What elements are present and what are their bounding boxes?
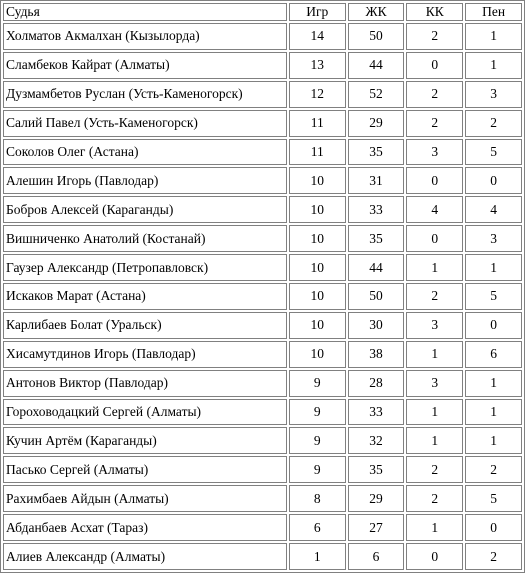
red-cards: 2 [406, 283, 463, 310]
penalties: 0 [465, 167, 522, 194]
penalties: 0 [465, 514, 522, 541]
table-row [3, 196, 522, 223]
red-cards: 2 [406, 81, 463, 108]
games-count: 10 [289, 254, 346, 281]
referee-name: Бобров Алексей (Караганды) [3, 196, 287, 223]
red-cards: 0 [406, 225, 463, 252]
games-count: 1 [289, 543, 346, 570]
red-cards: 2 [406, 110, 463, 137]
header-penalties: Пен [465, 3, 522, 21]
table-row [3, 254, 522, 281]
games-count: 10 [289, 196, 346, 223]
referee-name: Гороховодацкий Сергей (Алматы) [3, 399, 287, 426]
referee-name: Алиев Александр (Алматы) [3, 543, 287, 570]
yellow-cards: 35 [348, 139, 405, 166]
games-count: 9 [289, 399, 346, 426]
penalties: 5 [465, 139, 522, 166]
penalties: 2 [465, 110, 522, 137]
yellow-cards: 50 [348, 283, 405, 310]
yellow-cards: 29 [348, 485, 405, 512]
yellow-cards: 6 [348, 543, 405, 570]
penalties: 3 [465, 81, 522, 108]
games-count: 14 [289, 23, 346, 50]
games-count: 10 [289, 341, 346, 368]
header-yellow-cards: ЖК [348, 3, 405, 21]
penalties: 4 [465, 196, 522, 223]
games-count: 9 [289, 456, 346, 483]
penalties: 1 [465, 399, 522, 426]
penalties: 5 [465, 485, 522, 512]
yellow-cards: 33 [348, 196, 405, 223]
red-cards: 1 [406, 399, 463, 426]
yellow-cards: 27 [348, 514, 405, 541]
header-games: Игр [289, 3, 346, 21]
games-count: 8 [289, 485, 346, 512]
games-count: 11 [289, 110, 346, 137]
table-row [3, 514, 522, 541]
red-cards: 3 [406, 139, 463, 166]
referee-name: Рахимбаев Айдын (Алматы) [3, 485, 287, 512]
referee-name: Пасько Сергей (Алматы) [3, 456, 287, 483]
yellow-cards: 29 [348, 110, 405, 137]
referee-name: Гаузер Александр (Петропавловск) [3, 254, 287, 281]
penalties: 2 [465, 456, 522, 483]
referee-name: Абданбаев Асхат (Тараз) [3, 514, 287, 541]
red-cards: 2 [406, 456, 463, 483]
red-cards: 0 [406, 52, 463, 79]
referee-name: Дузмамбетов Руслан (Усть-Каменогорск) [3, 81, 287, 108]
table-row [3, 52, 522, 79]
penalties: 5 [465, 283, 522, 310]
penalties: 6 [465, 341, 522, 368]
table-row [3, 23, 522, 50]
yellow-cards: 35 [348, 225, 405, 252]
yellow-cards: 32 [348, 427, 405, 454]
games-count: 6 [289, 514, 346, 541]
table-row [3, 399, 522, 426]
header-row [3, 3, 522, 21]
red-cards: 1 [406, 427, 463, 454]
referee-name: Салий Павел (Усть-Каменогорск) [3, 110, 287, 137]
table-row [3, 485, 522, 512]
yellow-cards: 31 [348, 167, 405, 194]
table-row [3, 370, 522, 397]
penalties: 2 [465, 543, 522, 570]
yellow-cards: 44 [348, 52, 405, 79]
yellow-cards: 38 [348, 341, 405, 368]
games-count: 10 [289, 167, 346, 194]
referee-name: Кучин Артём (Караганды) [3, 427, 287, 454]
referee-name: Холматов Акмалхан (Кызылорда) [3, 23, 287, 50]
referee-name: Алешин Игорь (Павлодар) [3, 167, 287, 194]
yellow-cards: 28 [348, 370, 405, 397]
yellow-cards: 52 [348, 81, 405, 108]
red-cards: 1 [406, 254, 463, 281]
table-row [3, 312, 522, 339]
yellow-cards: 50 [348, 23, 405, 50]
header-referee: Судья [3, 3, 287, 21]
red-cards: 0 [406, 167, 463, 194]
penalties: 1 [465, 254, 522, 281]
table-row [3, 456, 522, 483]
table-row [3, 81, 522, 108]
table-row [3, 110, 522, 137]
yellow-cards: 33 [348, 399, 405, 426]
red-cards: 0 [406, 543, 463, 570]
red-cards: 2 [406, 23, 463, 50]
games-count: 12 [289, 81, 346, 108]
red-cards: 2 [406, 485, 463, 512]
penalties: 1 [465, 23, 522, 50]
table-body [3, 23, 522, 570]
table-row [3, 427, 522, 454]
referee-name: Вишниченко Анатолий (Костанай) [3, 225, 287, 252]
red-cards: 4 [406, 196, 463, 223]
yellow-cards: 30 [348, 312, 405, 339]
games-count: 11 [289, 139, 346, 166]
table-row [3, 139, 522, 166]
games-count: 10 [289, 283, 346, 310]
yellow-cards: 44 [348, 254, 405, 281]
table-row [3, 167, 522, 194]
referee-name: Сламбеков Кайрат (Алматы) [3, 52, 287, 79]
penalties: 1 [465, 427, 522, 454]
referee-name: Антонов Виктор (Павлодар) [3, 370, 287, 397]
red-cards: 1 [406, 341, 463, 368]
referee-name: Хисамутдинов Игорь (Павлодар) [3, 341, 287, 368]
table-row [3, 225, 522, 252]
header-red-cards: КК [406, 3, 463, 21]
penalties: 0 [465, 312, 522, 339]
games-count: 9 [289, 427, 346, 454]
table-row [3, 283, 522, 310]
games-count: 9 [289, 370, 346, 397]
yellow-cards: 35 [348, 456, 405, 483]
penalties: 1 [465, 52, 522, 79]
red-cards: 3 [406, 370, 463, 397]
red-cards: 1 [406, 514, 463, 541]
red-cards: 3 [406, 312, 463, 339]
games-count: 13 [289, 52, 346, 79]
penalties: 3 [465, 225, 522, 252]
referee-name: Карлибаев Болат (Уральск) [3, 312, 287, 339]
table-row [3, 543, 522, 570]
referee-name: Искаков Марат (Астана) [3, 283, 287, 310]
penalties: 1 [465, 370, 522, 397]
table-row [3, 341, 522, 368]
referee-name: Соколов Олег (Астана) [3, 139, 287, 166]
games-count: 10 [289, 312, 346, 339]
games-count: 10 [289, 225, 346, 252]
